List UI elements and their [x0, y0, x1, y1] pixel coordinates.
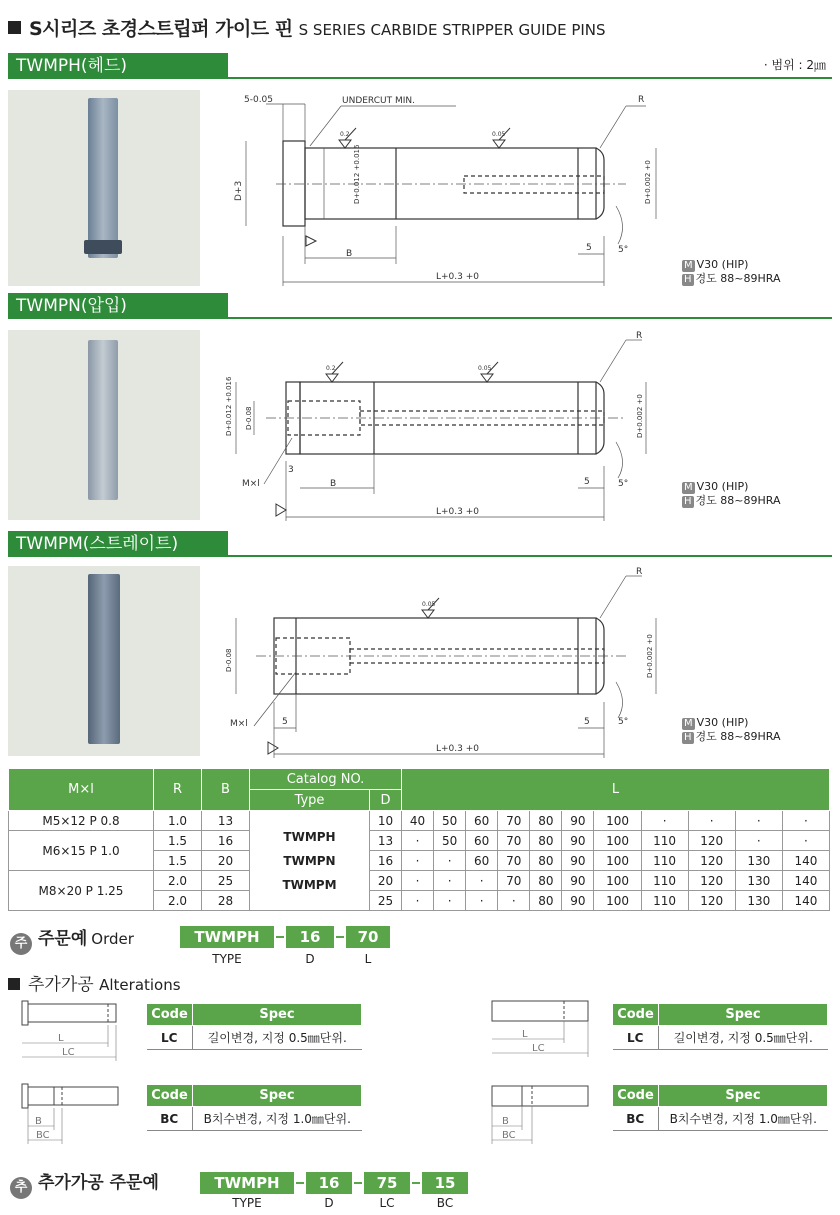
- order-dash: [336, 936, 344, 938]
- order-dash: [412, 1182, 420, 1184]
- cell-l: ·: [498, 891, 530, 911]
- th-r: R: [154, 769, 202, 811]
- cell-l: ·: [735, 811, 782, 831]
- dim-angle: 5°: [618, 479, 629, 489]
- dim-undercut: UNDERCUT MIN.: [342, 96, 415, 106]
- dim-d0: D-0.08: [225, 648, 233, 672]
- th-spec: Spec: [193, 1085, 362, 1107]
- dim-head: 5-0.05: [244, 95, 274, 105]
- alt-box-bc: 15: [422, 1172, 468, 1194]
- cell-l: 120: [688, 851, 735, 871]
- dim-mxl: M×l: [242, 479, 260, 489]
- dim-b: B: [330, 479, 337, 489]
- order-dash: [276, 936, 284, 938]
- order-caption-d: D: [305, 952, 315, 966]
- order-box-d: 16: [286, 926, 334, 948]
- dim-l: L+0.3 +0: [436, 272, 479, 282]
- cell-l: 100: [594, 831, 641, 851]
- cell-b: 20: [202, 851, 250, 871]
- cell-b: 16: [202, 831, 250, 851]
- pin-image: [88, 574, 120, 744]
- cell-l: 120: [688, 891, 735, 911]
- cell-types: [250, 811, 370, 911]
- cell-d: 10: [370, 811, 402, 831]
- alt-caption-d: D: [324, 1196, 334, 1210]
- cell-l: 90: [562, 851, 594, 871]
- dim-d2: D+0.002 +0: [646, 634, 654, 678]
- dim-5: 5: [586, 243, 592, 253]
- section-band-twmpm: TWMPM(스트레이트): [8, 531, 228, 557]
- drawing-twmpn: [206, 326, 676, 526]
- code-bc: BC: [147, 1107, 193, 1131]
- dim-t2: 0.05: [478, 365, 492, 372]
- cell-d: 20: [370, 871, 402, 891]
- cell-l: 110: [641, 871, 688, 891]
- type-twmpm: TWMPM: [282, 877, 337, 892]
- th-code: Code: [147, 1004, 193, 1026]
- cell-l: 60: [466, 811, 498, 831]
- cell-r: 2.0: [154, 871, 202, 891]
- cell-b: 28: [202, 891, 250, 911]
- photo-twmpn: [8, 330, 200, 520]
- alterations-title-en: Alterations: [99, 976, 181, 994]
- dim-mxl: M×l: [230, 719, 248, 729]
- order-caption-l: L: [364, 952, 372, 966]
- cell-l: 100: [594, 811, 641, 831]
- alt-box-lc: 75: [364, 1172, 410, 1194]
- photo-twmpm: [8, 566, 200, 756]
- cell-r: 2.0: [154, 891, 202, 911]
- dim-d2: D+0.002 +0: [636, 394, 644, 438]
- title-english: S SERIES CARBIDE STRIPPER GUIDE PINS: [298, 21, 606, 39]
- tag-h: H: [684, 274, 692, 285]
- order-box-l: 70: [346, 926, 390, 948]
- cell-l: 60: [466, 831, 498, 851]
- cell-r: 1.5: [154, 851, 202, 871]
- material-twmph: [682, 258, 780, 286]
- order-heading: [10, 924, 134, 955]
- th-type: Type: [250, 790, 370, 811]
- th-spec: Spec: [659, 1085, 828, 1107]
- spec-bc: B치수변경, 지정 1.0㎜단위.: [193, 1107, 362, 1131]
- dim-d3: D+3: [234, 180, 244, 201]
- alt-order-title: 추가가공 주문예: [38, 1173, 159, 1193]
- cell-l: 140: [782, 851, 829, 871]
- cell-l: ·: [735, 831, 782, 851]
- alt-order-heading: [10, 1168, 159, 1199]
- square-bullet-icon: [8, 21, 21, 34]
- section-band-twmpn: TWMPN(압입): [8, 293, 228, 319]
- table-row: [9, 871, 830, 891]
- label-bc: BC: [502, 1130, 516, 1141]
- pin-image: [88, 340, 118, 500]
- label-bc: BC: [36, 1130, 50, 1141]
- alt-box-type: TWMPH: [200, 1172, 294, 1194]
- label-l: L: [58, 1033, 64, 1044]
- cell-mxl: M8×20 P 1.25: [9, 871, 154, 911]
- cell-l: 50: [434, 831, 466, 851]
- table-row: [9, 831, 830, 851]
- drawing-twmph: [206, 86, 676, 291]
- title-korean: S시리즈 초경스트립퍼 가이드 핀: [29, 18, 293, 40]
- spec-table-bc-left: [146, 1084, 362, 1131]
- th-code: Code: [613, 1004, 659, 1026]
- cell-l: 110: [641, 851, 688, 871]
- range-note: · 범위 : 2㎛: [763, 58, 826, 72]
- cell-l: ·: [434, 891, 466, 911]
- cell-l: ·: [782, 811, 829, 831]
- label-lc: LC: [532, 1043, 545, 1054]
- th-spec: Spec: [659, 1004, 828, 1026]
- tag-m: M: [684, 718, 693, 729]
- cell-l: 140: [782, 891, 829, 911]
- dim-angle: 5°: [618, 245, 629, 255]
- cell-l: 140: [782, 871, 829, 891]
- tag-h: H: [684, 732, 692, 743]
- cell-l: 130: [735, 871, 782, 891]
- lc-diagram-left: [18, 995, 128, 1067]
- drawing-twmpm: [206, 562, 676, 762]
- cell-l: 70: [498, 851, 530, 871]
- cell-b: 13: [202, 811, 250, 831]
- tag-h: H: [684, 496, 692, 507]
- alterations-title: 추가가공: [28, 975, 94, 995]
- dim-3: 3: [288, 465, 294, 475]
- pin-head: [84, 240, 122, 254]
- material-line: V30 (HIP): [696, 480, 749, 493]
- cell-d: 25: [370, 891, 402, 911]
- cell-l: ·: [466, 871, 498, 891]
- th-l: L: [402, 769, 830, 811]
- dim-l: L+0.3 +0: [436, 507, 479, 517]
- dim-5b: 5: [584, 717, 590, 727]
- cell-l: 50: [434, 811, 466, 831]
- th-mxl: M×l: [9, 769, 154, 811]
- cell-l: ·: [434, 871, 466, 891]
- tag-m: M: [684, 260, 693, 271]
- th-code: Code: [147, 1085, 193, 1107]
- cell-l: 70: [498, 871, 530, 891]
- lc-diagram-right: [488, 995, 598, 1067]
- dim-t1: 0.2: [326, 365, 336, 372]
- cell-l: 90: [562, 831, 594, 851]
- alt-caption-type: TYPE: [232, 1196, 262, 1210]
- cell-l: 100: [594, 891, 641, 911]
- cell-l: ·: [641, 811, 688, 831]
- cell-l: 80: [530, 811, 562, 831]
- cell-l: 90: [562, 811, 594, 831]
- th-d: D: [370, 790, 402, 811]
- cell-b: 25: [202, 871, 250, 891]
- cell-l: ·: [402, 831, 434, 851]
- code-lc: LC: [147, 1026, 193, 1050]
- label-lc: LC: [62, 1047, 75, 1058]
- page-title: [8, 14, 606, 41]
- cell-l: 80: [530, 891, 562, 911]
- material-line: V30 (HIP): [696, 716, 749, 729]
- spec-table-lc-right: [612, 1003, 828, 1050]
- dim-d1: D+0.012 +0.016: [225, 376, 233, 436]
- code-bc: BC: [613, 1107, 659, 1131]
- dim-b: B: [346, 249, 353, 259]
- section-line: [228, 317, 832, 319]
- label-b: B: [502, 1116, 509, 1127]
- alt-caption-bc: BC: [436, 1196, 454, 1210]
- material-twmpn: [682, 480, 780, 508]
- spec-bc: B치수변경, 지정 1.0㎜단위.: [659, 1107, 828, 1131]
- spec-table-lc-left: [146, 1003, 362, 1050]
- cell-l: 80: [530, 851, 562, 871]
- hardness-line: 경도 88~89HRA: [695, 494, 781, 507]
- cell-r: 1.5: [154, 831, 202, 851]
- cell-l: 70: [498, 831, 530, 851]
- th-catalog: Catalog NO.: [250, 769, 402, 790]
- cell-l: 100: [594, 851, 641, 871]
- cell-l: 90: [562, 891, 594, 911]
- cell-d: 16: [370, 851, 402, 871]
- dim-r: R: [636, 331, 643, 341]
- cell-mxl: M6×15 P 1.0: [9, 831, 154, 871]
- code-lc: LC: [613, 1026, 659, 1050]
- order-box-type: TWMPH: [180, 926, 274, 948]
- section-line: [228, 555, 832, 557]
- cell-l: 130: [735, 891, 782, 911]
- section-line: [228, 77, 832, 79]
- type-twmph: TWMPH: [283, 829, 336, 844]
- cell-l: 130: [735, 851, 782, 871]
- material-line: V30 (HIP): [696, 258, 749, 271]
- cell-l: 100: [594, 871, 641, 891]
- cell-l: 110: [641, 831, 688, 851]
- order-title-en: Order: [91, 930, 134, 948]
- dim-5a: 5: [282, 717, 288, 727]
- cell-l: ·: [688, 811, 735, 831]
- dim-5: 5: [584, 477, 590, 487]
- pin-image: [88, 98, 118, 258]
- dim-t2: 0.05: [492, 131, 506, 138]
- order-dash: [354, 1182, 362, 1184]
- cell-d: 13: [370, 831, 402, 851]
- spec-table-bc-right: [612, 1084, 828, 1131]
- dim-t2: 0.05: [422, 601, 436, 608]
- tag-m: M: [684, 482, 693, 493]
- spec-lc: 길이변경, 지정 0.5㎜단위.: [193, 1026, 362, 1050]
- dim-r: R: [636, 567, 643, 577]
- alt-order-icon: 추: [10, 1177, 32, 1199]
- hardness-line: 경도 88~89HRA: [695, 272, 781, 285]
- section-band-twmph: TWMPH(헤드): [8, 53, 228, 79]
- cell-mxl: M5×12 P 0.8: [9, 811, 154, 831]
- table-row: [9, 811, 830, 831]
- cell-l: ·: [466, 891, 498, 911]
- order-title: 주문예: [38, 929, 88, 949]
- dim-l: L+0.3 +0: [436, 744, 479, 754]
- cell-l: ·: [434, 851, 466, 871]
- cell-l: 40: [402, 811, 434, 831]
- dim-d0: D-0.08: [245, 406, 253, 430]
- dim-d1: D+0.012 +0.016: [353, 144, 361, 204]
- cell-l: 110: [641, 891, 688, 911]
- cell-l: ·: [402, 891, 434, 911]
- bc-diagram-right: [488, 1078, 598, 1152]
- catalog-table: [8, 768, 830, 911]
- dim-r: R: [638, 95, 645, 105]
- cell-r: 1.0: [154, 811, 202, 831]
- alterations-heading: [8, 970, 181, 995]
- spec-lc: 길이변경, 지정 0.5㎜단위.: [659, 1026, 828, 1050]
- alt-caption-lc: LC: [379, 1196, 395, 1210]
- cell-l: 70: [498, 811, 530, 831]
- material-twmpm: [682, 716, 780, 744]
- cell-l: 60: [466, 851, 498, 871]
- cell-l: 120: [688, 871, 735, 891]
- type-twmpn: TWMPN: [283, 853, 336, 868]
- cell-l: ·: [402, 871, 434, 891]
- alt-box-d: 16: [306, 1172, 352, 1194]
- th-spec: Spec: [193, 1004, 362, 1026]
- th-b: B: [202, 769, 250, 811]
- order-caption-type: TYPE: [212, 952, 242, 966]
- cell-l: ·: [782, 831, 829, 851]
- th-code: Code: [613, 1085, 659, 1107]
- cell-l: ·: [402, 851, 434, 871]
- order-dash: [296, 1182, 304, 1184]
- cell-l: 80: [530, 871, 562, 891]
- square-bullet-icon: [8, 978, 20, 990]
- dim-d2: D+0.002 +0: [644, 160, 652, 204]
- dim-t1: 0.2: [340, 131, 350, 138]
- cell-l: 90: [562, 871, 594, 891]
- bc-diagram-left: [18, 1078, 128, 1152]
- cell-l: 120: [688, 831, 735, 851]
- dim-angle: 5°: [618, 717, 629, 727]
- label-b: B: [35, 1116, 42, 1127]
- hardness-line: 경도 88~89HRA: [695, 730, 781, 743]
- order-icon: 주: [10, 933, 32, 955]
- cell-l: 80: [530, 831, 562, 851]
- photo-twmph: [8, 90, 200, 286]
- label-l: L: [522, 1029, 528, 1040]
